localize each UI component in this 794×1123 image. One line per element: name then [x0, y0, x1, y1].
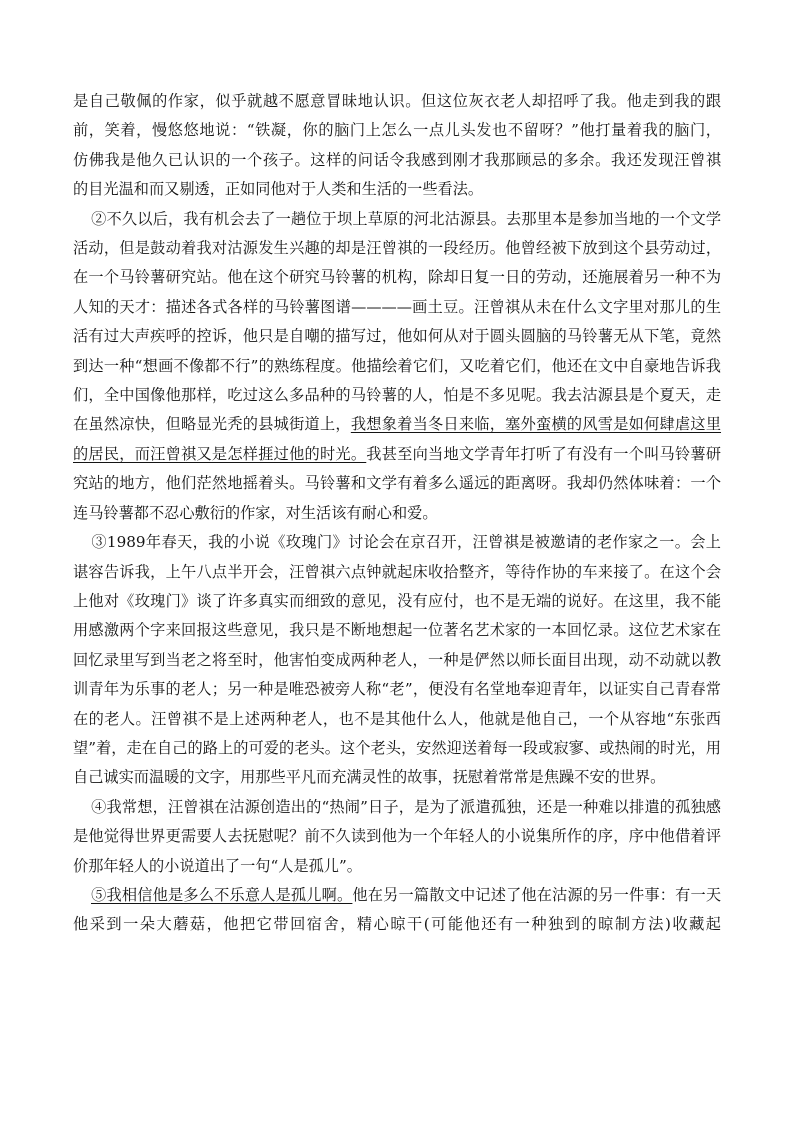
essay-text: [73, 87, 721, 940]
paragraph-1-line: 仿佛我是他久已认识的一个孩子。这样的问话令我感到刚才我那顾忌的多余。我还发现汪曾祺: [73, 150, 721, 169]
paragraph-2-text: ②不久以后，我有机会去了一趟位于坝上草原的河北沽源县。去那里本是参加当地的一个文学活动，但是鼓动着我对沽源发生兴趣的却是汪曾祺的一段经历。他曾经被下放到这个县劳动过，在一个马铃薯研究站。他在这个研究马铃薯的机构，除却日复一日的劳动，还施展着另一种不为人知的天才：描述各式各样的马铃薯图谱————画土豆。汪曾祺从未在什么文字里对那儿的生活有过大声疾呼的控诉，他只是自嘲的描写过，他如何从对于圆头圆脑的马铃薯无从下笔，竟然到达一种“想画不像都不行”的熟练程度。他描绘着它们，又吃着它们，他还在文中自豪地告诉我们，全中国像他那样，吃过这么多品种的马铃薯的人，怕是不多见呢。我去沽源县是个夏天，走在虽然凉快，但略显光秃的县城街道上，: [73, 209, 721, 434]
paragraph-3-text: ③1989年春天，我的小说《玫瑰门》讨论会在京召开，汪曾祺是被邀请的老作家之一。会上谌容告诉我，上午八点半开会，汪曾祺六点钟就起床收拾整齐，等待作协的车来接了。在这个会上他对《玫瑰门》谈了许多真实而细致的意见，没有应付，也不是无端的说好。在这里，我不能用感激两个字来回报这些意见，我只是不断地想起一位著名艺术家的一本回忆录。这位艺术家在回忆录里写到当老之将至时，他害怕变成两种老人，一种是俨然以师长面目出现，动不动就以教训青年为乐事的老人；另一种是唯恐被旁人称“老”，便没有名堂地奉迎青年，以证实自己青春常在的老人。汪曾祺不是上述两种老人，也不是其他什么人，他就是他自己，一个从容地“东张西望”着，走在自己的路上的可爱的老头。这个老头，安然迎送着每一段或寂寥、或热闹的时光，用自己诚实而温暖的文字，用那些平凡而充满灵性的故事，抚慰着常常是焦躁不安的世界。: [73, 533, 721, 787]
paragraph-3: [73, 528, 721, 793]
paragraph-1-line: 是自己敬佩的作家，似乎就越不愿意冒昧地认识。但这位灰衣老人却招呼了我。他走到我的跟: [73, 92, 721, 110]
paragraph-2-text-end: 我甚至向当地文学青年打听了有没有一个叫马铃薯研究站的地方，他们茫然地摇着头。马铃薯和文学有着多么遥远的距离呀。我却仍然体味着：一个连马铃薯都不忍心敷衍的作家，对生活该有耐心和爱。: [73, 444, 722, 522]
paragraph-5: [73, 881, 721, 940]
paragraph-1-line: 前，笑着，慢悠悠地说：“铁凝，你的脑门上怎么一点儿头发也不留呀？”他打量着我的脑门，: [73, 121, 721, 140]
paragraph-2: [73, 205, 721, 528]
underlined-sentence-2: ⑤我相信他是多么不乐意人是孤儿啊。: [91, 885, 353, 904]
paragraph-1: [73, 87, 721, 205]
paragraph-4-text: ④我常想，汪曾祺在沽源创造出的“热闹”日子，是为了派遣孤独，还是一种难以排遣的孤独感是他觉得世界更需要人去抚慰呢？前不久读到他为一个年轻人的小说集所作的序，序中他借着评价那年轻人的小说道出了一句“人是孤儿”。: [73, 797, 721, 875]
paragraph-1-line: 的目光温和而又剔透，正如同他对于人类和生活的一些看法。: [73, 180, 484, 199]
paragraph-5-text: 他在另一篇散文中记述了他在沽源的另一件事：有一天他采到一朵大蘑菇，他把它带回宿舍，精心晾干(可能他还有一种独到的晾制方法)收藏起: [73, 885, 722, 934]
underlined-sentence-1: 我想象着当冬日来临，塞外蛮横的风雪是如何肆虐这里的居民，而汪曾祺又是怎样捱过他的时光。: [73, 415, 722, 463]
paragraph-4: [73, 793, 721, 881]
